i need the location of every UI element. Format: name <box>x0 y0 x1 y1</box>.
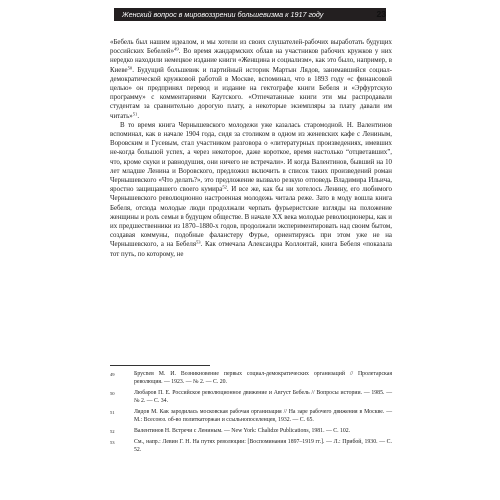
footnote <box>110 409 392 425</box>
footnote-text: Валентинов Н. Встречи с Лениным. — New York: Chalidze Publications, 1981. — С. 102. <box>134 427 351 434</box>
text-run: В то время книга Чернышевского молодежи уже казалась старомодной. Н. Валентинов вспоминал, как в начале 1904 года, сидя за столиком в одном из женевских кафе с Лениным, Воровским и Гусевым, стал участником разговора о «литературных произведениях, имевших не-когда большой успех, а через некоторое, даже короткое, время настолько “отцветавших”, что, кроме скуки и равнодушия, они ничего не встречали». И когда Валентинов, бывший на 10 лет младше Ленина и Воровского, предложил включить в список таких произведений роман Чернышевского «Что делать?», это предложение вызвало резкую отповедь Владимира Ильича, яростно защищавшего своего кумира <box>110 121 392 194</box>
footnote-ref[interactable]: 49 <box>174 46 179 52</box>
text-run: . И все же, как бы ни хотелось Ленину, его любимого Чернышевского революционно настроенная молодежь читала реже. Зато в моду вошла книга Бебеля, отсюда молодые люди продолжали черпать фурьеристские взгляды на положение женщины и роль семьи в будущем обществе. В начале XX века молодые революционеры, как и их предшественники из 1870–1880-х годов, продолжали экспериментировать над своим бытом, создавая коммуны, подобные фаланстеру Фурье, ориентируясь при этом уже не на Чернышевского, а на Бебеля <box>110 186 392 249</box>
footnote <box>110 390 392 406</box>
footnote <box>110 439 392 455</box>
footnote-ref[interactable]: 51 <box>132 111 138 117</box>
footnotes <box>110 371 392 458</box>
text-run: . <box>137 112 140 120</box>
footnote-number: 53 <box>110 440 115 446</box>
footnote <box>110 428 392 436</box>
footnote-ref[interactable]: 50 <box>127 65 133 71</box>
footnote-number: 51 <box>110 409 115 415</box>
footnote-divider <box>110 365 210 366</box>
footnote-number: 49 <box>110 372 115 377</box>
page-number: 23 <box>376 9 386 19</box>
text-run: . Во время жандармских облав на участников рабочих кружков у них нередко находили немецкое издание книги «Женщина и социализм», как это было, например, в Киеве <box>110 48 392 74</box>
text-run: . Будущий большевик и партийный историк Мартын Лядов, занимавшийся социал-демократической кружковой работой в Москве, вспоминал, что в 1893 году «с финансовой целью» он предпринял перевод и издание на гектографе книги Бебеля и «Эрфуртскую программу» с комментариями Каутского. «Отпечатанные книги эти мы распродавали студентам за сравнительно дорогую плату, а некоторые экземпляры за плату давали им читать» <box>110 66 392 120</box>
footnote-text: Брусnев М. И. Возникновение первых социал-демократических организаций // Пролетарская революция. — 1923. — № 2. — С. 20. <box>134 371 392 385</box>
footnote-text: Лядов М. Как зародилась московская рабочая организация // На заре рабочего движения в Москве. — М.: Всесоюз. об-во политкаторжан и ссыльнопоселенцев, 1932. — С. 65. <box>134 408 392 423</box>
running-head-title: Женский вопрос в мировоззрении большевизма к 1917 году <box>122 10 324 19</box>
main-text <box>110 38 392 259</box>
footnote-ref[interactable]: 53 <box>196 239 201 245</box>
footnote-number: 52 <box>110 428 115 434</box>
paragraph <box>110 38 392 121</box>
text-run: . Как отмечала Александра Коллонтай, книга Бебеля «показала тот путь, по которому, не <box>110 241 392 258</box>
footnote-text: См., напр.: Левин Г. Н. На путях революции: [Воспоминания 1897–1919 гг.]. — Л.: Прибой, 1930. — С. 52. <box>134 439 392 453</box>
paragraph <box>110 121 392 259</box>
text-run: «Бебель был нашим идеалом, и мы хотели из своих слушателей-рабочих выработать будущих российских Бебелей» <box>110 39 392 56</box>
footnote <box>110 371 392 387</box>
footnote-ref[interactable]: 52 <box>222 184 227 190</box>
footnote-number: 50 <box>110 390 115 396</box>
footnote-text: Любаров П. Е. Российское революционное движение и Август Бебель // Вопросы истории. — 1985. — № 2. — С. 34. <box>134 389 392 404</box>
